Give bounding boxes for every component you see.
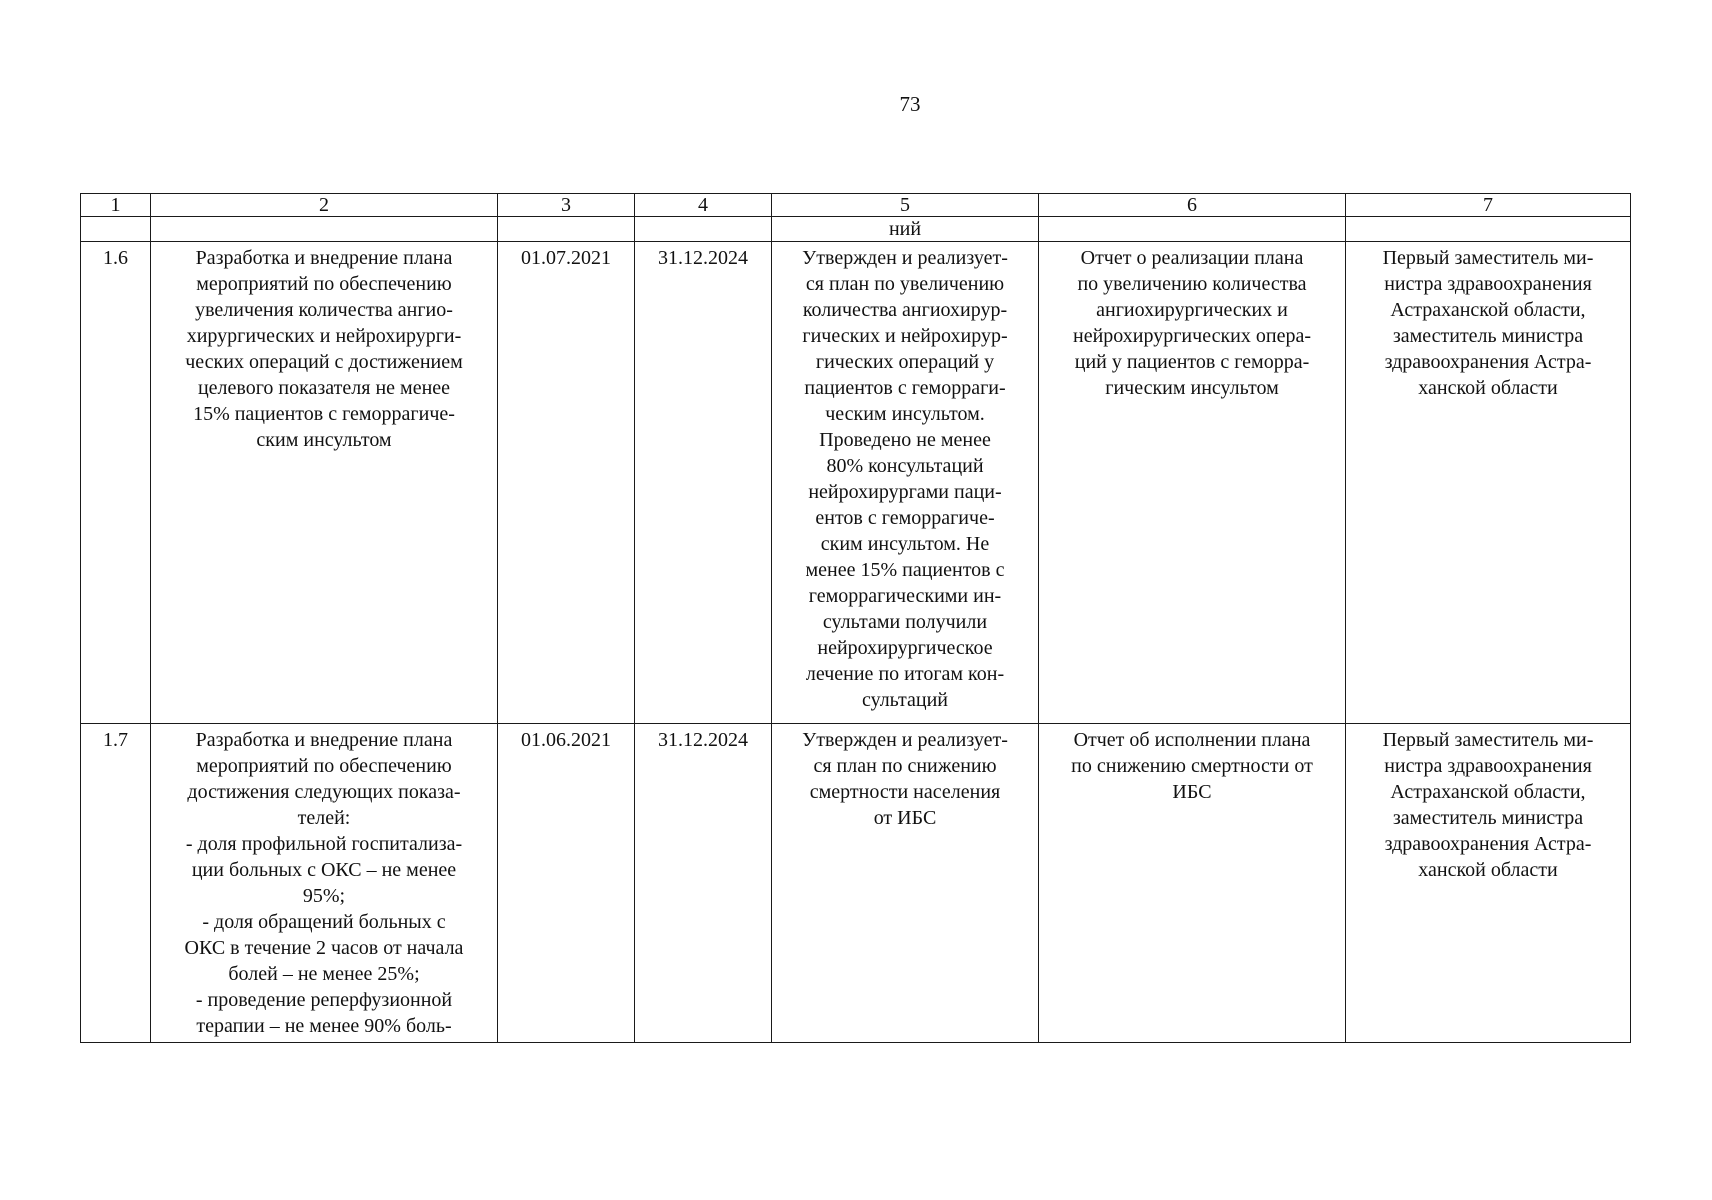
text-line: ханской области bbox=[1418, 377, 1558, 399]
text-line: здравоохранения Астра- bbox=[1384, 833, 1592, 855]
text-line: сультаций bbox=[861, 689, 949, 711]
empty-cell bbox=[635, 217, 772, 242]
start-date: 01.07.2021 bbox=[498, 242, 635, 724]
text-line: болей – не менее 25%; bbox=[228, 963, 420, 985]
column-number: 7 bbox=[1346, 194, 1631, 217]
end-date: 31.12.2024 bbox=[635, 242, 772, 724]
column-number: 2 bbox=[151, 194, 498, 217]
expected-result bbox=[772, 242, 1039, 724]
text-line: достижения следующих показа- bbox=[187, 781, 461, 803]
continuation-text: ний bbox=[772, 217, 1039, 242]
text-line: Астраханской области, bbox=[1390, 299, 1586, 321]
measure-name bbox=[151, 724, 498, 1043]
item-number: 1.7 bbox=[81, 724, 151, 1043]
text-line: Утвержден и реализует- bbox=[802, 729, 1008, 751]
column-number: 3 bbox=[498, 194, 635, 217]
text-line: терапии – не менее 90% боль- bbox=[196, 1015, 452, 1037]
text-line: Первый заместитель ми- bbox=[1382, 247, 1594, 269]
text-line: пациентов с геморраги- bbox=[804, 377, 1006, 399]
text-line: ций у пациентов с геморра- bbox=[1074, 351, 1310, 373]
text-line: ским инсультом bbox=[256, 429, 392, 451]
text-line: здравоохранения Астра- bbox=[1384, 351, 1592, 373]
continuation-row bbox=[81, 217, 1631, 242]
text-line: количества ангиохирур- bbox=[802, 299, 1008, 321]
text-line: ции больных с ОКС – не менее bbox=[191, 859, 457, 881]
text-line: от ИБС bbox=[873, 807, 937, 829]
text-line: геморрагическими ин- bbox=[808, 585, 1002, 607]
text-line: гических операций у bbox=[815, 351, 995, 373]
start-date: 01.06.2021 bbox=[498, 724, 635, 1043]
column-number: 4 bbox=[635, 194, 772, 217]
text-line: Отчет о реализации плана bbox=[1080, 247, 1304, 269]
text-line: нейрохирургическое bbox=[817, 637, 993, 659]
empty-cell bbox=[81, 217, 151, 242]
empty-cell bbox=[151, 217, 498, 242]
column-number: 1 bbox=[81, 194, 151, 217]
text-line: лечение по итогам кон- bbox=[805, 663, 1005, 685]
text-line: хирургических и нейрохирурги- bbox=[186, 325, 462, 347]
text-line: ОКС в течение 2 часов от начала bbox=[184, 937, 464, 959]
text-line: ентов с геморрагиче- bbox=[815, 507, 995, 529]
text-line: по снижению смертности от bbox=[1071, 755, 1313, 777]
text-line: сультами получили bbox=[822, 611, 988, 633]
text-line: ангиохирургических и bbox=[1096, 299, 1288, 321]
text-line: - доля профильной госпитализа- bbox=[185, 833, 463, 855]
end-date: 31.12.2024 bbox=[635, 724, 772, 1043]
text-line: Первый заместитель ми- bbox=[1382, 729, 1594, 751]
text-line: менее 15% пациентов с bbox=[805, 559, 1005, 581]
item-number: 1.6 bbox=[81, 242, 151, 724]
text-line: увеличения количества ангио- bbox=[195, 299, 453, 321]
table-row bbox=[81, 242, 1631, 724]
text-line: 15% пациентов с геморрагиче- bbox=[193, 403, 455, 425]
text-line: 95%; bbox=[302, 885, 346, 907]
text-line: ханской области bbox=[1418, 859, 1558, 881]
text-line: нейрохирургами паци- bbox=[808, 481, 1002, 503]
text-line: нейрохирургических опера- bbox=[1073, 325, 1311, 347]
text-line: ся план по снижению bbox=[813, 755, 997, 777]
text-line: нистра здравоохранения bbox=[1384, 755, 1592, 777]
text-line: заместитель министра bbox=[1392, 807, 1584, 829]
text-line: целевого показателя не менее bbox=[197, 377, 451, 399]
expected-result bbox=[772, 724, 1039, 1043]
empty-cell bbox=[1039, 217, 1346, 242]
text-line: мероприятий по обеспечению bbox=[196, 273, 452, 295]
text-line: ческих операций с достижением bbox=[185, 351, 463, 373]
column-number: 5 bbox=[772, 194, 1039, 217]
responsible-person bbox=[1346, 724, 1631, 1043]
plan-table bbox=[80, 193, 1631, 1043]
text-line: нистра здравоохранения bbox=[1384, 273, 1592, 295]
text-line: телей: bbox=[297, 807, 351, 829]
text-line: 80% консультаций bbox=[826, 455, 984, 477]
text-line: - доля обращений больных с bbox=[202, 911, 446, 933]
responsible-person bbox=[1346, 242, 1631, 724]
text-line: Разработка и внедрение плана bbox=[195, 247, 453, 269]
measure-name bbox=[151, 242, 498, 724]
text-line: мероприятий по обеспечению bbox=[196, 755, 452, 777]
text-line: гических и нейрохирур- bbox=[802, 325, 1008, 347]
column-number-row bbox=[81, 194, 1631, 217]
page-number: 73 bbox=[899, 92, 921, 116]
text-line: гическим инсультом bbox=[1105, 377, 1279, 399]
empty-cell bbox=[498, 217, 635, 242]
column-number: 6 bbox=[1039, 194, 1346, 217]
text-line: Проведено не менее bbox=[819, 429, 991, 451]
text-line: Отчет об исполнении плана bbox=[1073, 729, 1311, 751]
text-line: Разработка и внедрение плана bbox=[195, 729, 453, 751]
text-line: по увеличению количества bbox=[1077, 273, 1307, 295]
empty-cell bbox=[1346, 217, 1631, 242]
table-row bbox=[81, 724, 1631, 1043]
report-type bbox=[1039, 242, 1346, 724]
text-line: заместитель министра bbox=[1392, 325, 1584, 347]
report-type bbox=[1039, 724, 1346, 1043]
text-line: ся план по увеличению bbox=[805, 273, 1005, 295]
text-line: - проведение реперфузионной bbox=[195, 989, 453, 1011]
text-line: Утвержден и реализует- bbox=[802, 247, 1008, 269]
text-line: ским инсультом. Не bbox=[820, 533, 990, 555]
text-line: Астраханской области, bbox=[1390, 781, 1586, 803]
text-line: смертности населения bbox=[809, 781, 1001, 803]
text-line: ческим инсультом. bbox=[825, 403, 985, 425]
text-line: ИБС bbox=[1172, 781, 1212, 803]
